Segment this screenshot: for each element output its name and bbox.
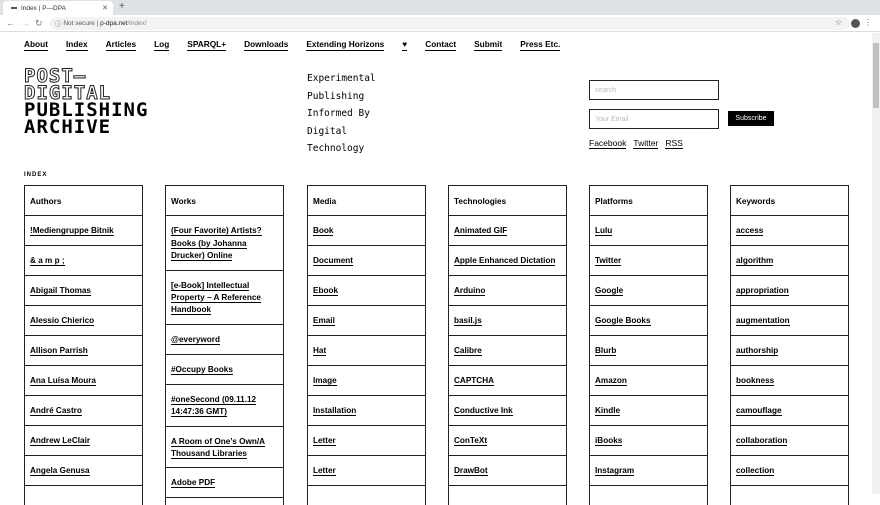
index-link[interactable]: Adobe PDF: [171, 478, 216, 488]
index-link[interactable]: augmentation: [736, 316, 790, 326]
index-link[interactable]: Kindle: [595, 406, 621, 416]
url-host: p-dpa.net: [100, 20, 128, 27]
index-link[interactable]: appropriation: [736, 286, 789, 296]
index-link[interactable]: (Four Favorite) Artists? Books (by Johanna Drucker) Online: [171, 226, 262, 261]
column-header: [449, 186, 566, 216]
index-link[interactable]: camouflage: [736, 406, 782, 416]
index-link[interactable]: bookness: [736, 376, 775, 386]
list-item: [308, 426, 425, 456]
reload-icon[interactable]: ↻: [35, 18, 43, 28]
nav-link[interactable]: Log: [154, 39, 170, 49]
index-link[interactable]: Image: [313, 376, 337, 386]
index-column-authors: [24, 185, 143, 505]
nav-link[interactable]: Contact: [425, 39, 457, 49]
index-link[interactable]: André Castro: [30, 406, 82, 416]
column-title: Authors: [30, 197, 62, 206]
index-link[interactable]: Document: [313, 256, 354, 266]
list-item: [25, 246, 142, 276]
index-link[interactable]: @everyword: [171, 334, 220, 344]
list-item: [731, 456, 848, 486]
list-item: [166, 325, 283, 355]
nav-link[interactable]: Extending Horizons: [306, 39, 385, 49]
list-item: [590, 336, 707, 366]
index-link[interactable]: Instagram: [595, 466, 635, 476]
column-header: [166, 186, 283, 216]
logo-line: DIGITAL: [24, 82, 112, 104]
index-link[interactable]: Email: [313, 316, 335, 326]
column-title: Platforms: [595, 197, 633, 206]
favicon-icon: [11, 7, 17, 9]
index-link[interactable]: A Room of One’s Own/A Thousand Libraries: [171, 436, 266, 459]
tagline-line: Publishing: [307, 90, 365, 102]
nav-link[interactable]: Articles: [105, 39, 137, 49]
index-link[interactable]: Abigail Thomas: [30, 286, 91, 296]
index-link[interactable]: Blurb: [595, 346, 617, 356]
nav-link[interactable]: Press Etc.: [520, 39, 561, 49]
tagline-line: Digital: [307, 125, 348, 137]
tab-bar: [0, 0, 880, 15]
nav-link[interactable]: SPARQL+: [187, 39, 227, 49]
bookmark-star-icon[interactable]: ☆: [834, 18, 842, 27]
tab-title: Index | P—DPA: [21, 4, 66, 12]
index-link[interactable]: Animated GIF: [454, 226, 508, 236]
list-item: [308, 276, 425, 306]
main-nav: [24, 39, 578, 51]
index-link[interactable]: algorithm: [736, 256, 774, 266]
list-item: [25, 306, 142, 336]
list-item: [308, 396, 425, 426]
list-item: [731, 306, 848, 336]
list-item: [449, 396, 566, 426]
index-link[interactable]: Letter: [313, 466, 336, 476]
index-link[interactable]: DrawBot: [454, 466, 488, 476]
logo-line: PUBLISHING: [24, 99, 149, 121]
nav-link[interactable]: About: [24, 39, 48, 49]
list-item: [731, 216, 848, 246]
scrollbar-thumb[interactable]: [873, 43, 879, 108]
column-header: [731, 186, 848, 216]
list-item: [590, 456, 707, 486]
security-label: Not secure: [63, 20, 95, 27]
nav-link[interactable]: Submit: [474, 39, 503, 49]
index-link[interactable]: Conductive Ink: [454, 406, 513, 416]
facebook-link[interactable]: Facebook: [589, 138, 627, 148]
forward-icon[interactable]: →: [21, 18, 30, 28]
index-link[interactable]: Ebook: [313, 286, 339, 296]
url-path: /index/: [127, 20, 147, 27]
index-column-works: [165, 185, 284, 505]
index-column-technologies: [448, 185, 567, 505]
list-item: [731, 426, 848, 456]
list-item: [731, 366, 848, 396]
scrollbar[interactable]: [872, 33, 880, 494]
list-item: [590, 216, 707, 246]
list-item: [308, 366, 425, 396]
index-link[interactable]: Allison Parrish: [30, 346, 88, 356]
index-link[interactable]: Google Books: [595, 316, 651, 326]
list-item: [25, 456, 142, 486]
list-item: [25, 336, 142, 366]
list-item: [590, 276, 707, 306]
list-item: [308, 306, 425, 336]
list-item: [308, 216, 425, 246]
list-item: [731, 396, 848, 426]
rss-link[interactable]: RSS: [665, 138, 683, 148]
twitter-link[interactable]: Twitter: [633, 138, 659, 148]
logo[interactable]: [24, 65, 149, 138]
index-link[interactable]: Alessio Chierico: [30, 316, 95, 326]
index-link[interactable]: Hat: [313, 346, 327, 356]
list-item: [449, 426, 566, 456]
index-link[interactable]: Arduino: [454, 286, 486, 296]
nav-link[interactable]: Downloads: [244, 39, 289, 49]
logo-line: POST—: [24, 65, 87, 87]
list-item: [166, 427, 283, 469]
index-link[interactable]: collection: [736, 466, 775, 476]
index-column-media: [307, 185, 426, 505]
list-item: [166, 216, 283, 270]
menu-icon[interactable]: ⋮: [864, 18, 872, 27]
profile-icon[interactable]: [851, 19, 860, 28]
index-link[interactable]: Angela Genusa: [30, 466, 90, 476]
tagline-line: Technology: [307, 143, 365, 154]
index-heading: INDEX: [24, 172, 48, 178]
logo-line: ARCHIVE: [24, 116, 112, 138]
nav-link[interactable]: Index: [65, 39, 88, 49]
browser-tab[interactable]: [3, 1, 113, 15]
list-item: [449, 366, 566, 396]
list-item: [590, 396, 707, 426]
index-link[interactable]: collaboration: [736, 436, 788, 446]
list-item: [590, 246, 707, 276]
list-item: [449, 336, 566, 366]
index-link[interactable]: Installation: [313, 406, 357, 416]
tagline: [307, 70, 376, 158]
list-item: [449, 456, 566, 486]
index-link[interactable]: !Mediengruppe Bitnik: [30, 226, 114, 236]
back-icon[interactable]: ←: [6, 18, 15, 28]
index-link[interactable]: Letter: [313, 436, 336, 446]
tagline-line: Experimental: [307, 73, 376, 84]
index-link[interactable]: ConTeXt: [454, 436, 488, 446]
list-item: [449, 306, 566, 336]
list-item: [25, 426, 142, 456]
index-link[interactable]: authorship: [736, 346, 779, 356]
new-tab-icon[interactable]: +: [119, 1, 125, 12]
list-item: [449, 276, 566, 306]
index-link[interactable]: Calibre: [454, 346, 482, 356]
index-column-keywords: [730, 185, 849, 505]
tagline-line: Informed By: [307, 108, 370, 119]
list-item: [590, 426, 707, 456]
list-item: [308, 456, 425, 486]
list-item: [25, 276, 142, 306]
search-input[interactable]: search: [589, 80, 719, 100]
index-link[interactable]: Lulu: [595, 226, 613, 236]
index-link[interactable]: Apple Enhanced Dictation: [454, 256, 556, 266]
nav-link[interactable]: ♥: [402, 39, 408, 49]
index-link[interactable]: #oneSecond (09.11.12 14:47:36 GMT): [171, 394, 257, 417]
index-link[interactable]: CAPTCHA: [454, 376, 495, 386]
index-link[interactable]: Google: [595, 286, 624, 296]
list-item: [308, 336, 425, 366]
list-item: [731, 246, 848, 276]
index-link[interactable]: iBooks: [595, 436, 623, 446]
column-header: [590, 186, 707, 216]
close-tab-icon[interactable]: ✕: [102, 5, 108, 12]
list-item: [731, 336, 848, 366]
address-bar: [0, 15, 880, 32]
list-item: [166, 271, 283, 325]
list-item: [449, 246, 566, 276]
column-title: Works: [171, 197, 196, 206]
list-item: [25, 216, 142, 246]
column-title: Technologies: [454, 197, 507, 206]
index-link[interactable]: #Occupy Books: [171, 364, 233, 374]
subscribe-button[interactable]: Subscribe: [728, 111, 774, 126]
column-title: Keywords: [736, 197, 776, 206]
index-column-platforms: [589, 185, 708, 505]
list-item: [166, 355, 283, 385]
index-link[interactable]: Book: [313, 226, 334, 236]
list-item: [166, 385, 283, 427]
index-link[interactable]: Andrew LeClair: [30, 436, 91, 446]
social-links: [589, 138, 690, 149]
column-title: Media: [313, 197, 337, 206]
index-link[interactable]: access: [736, 226, 764, 236]
url-input[interactable]: ⓘ Not secure | p-dpa.net /index/: [50, 17, 850, 30]
column-header: [25, 186, 142, 216]
index-link[interactable]: basil.js: [454, 316, 482, 326]
list-item: [590, 306, 707, 336]
column-header: [308, 186, 425, 216]
email-field[interactable]: Your Email: [589, 109, 719, 129]
list-item: [731, 276, 848, 306]
index-link[interactable]: Amazon: [595, 376, 627, 386]
index-link[interactable]: Twitter: [595, 256, 622, 266]
index-link[interactable]: [e-Book] Intellectual Property – A Reference Handbook: [171, 280, 261, 315]
index-link[interactable]: Ana Luísa Moura: [30, 376, 96, 386]
list-item: [308, 246, 425, 276]
list-item: [590, 366, 707, 396]
list-item: [25, 396, 142, 426]
list-item: [25, 366, 142, 396]
list-item: [449, 216, 566, 246]
index-link[interactable]: & a m p ;: [30, 256, 65, 266]
